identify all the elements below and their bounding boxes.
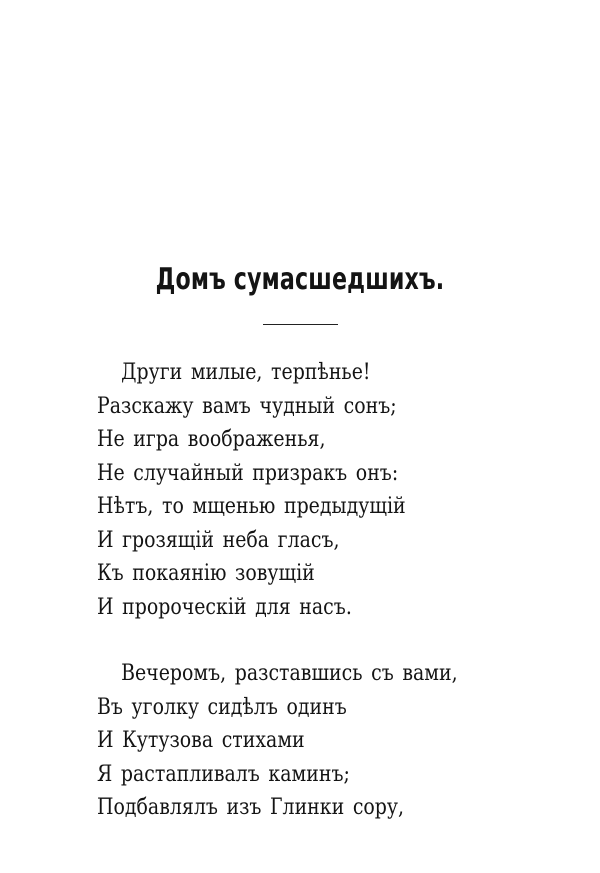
poem-line: Подбавлялъ изъ Глинки сору,	[97, 795, 405, 820]
poem-line: Не игра воображенья,	[97, 427, 326, 452]
poem-line: Къ покаянію зовущій	[97, 561, 315, 586]
title-divider	[263, 324, 338, 325]
poem-line: И пророческій для насъ.	[97, 594, 352, 620]
poem-line: Нѣтъ, то мщенью предыдущій	[97, 494, 406, 519]
poem-line: Я растапливалъ каминъ;	[97, 761, 350, 787]
poem-line: Разскажу вамъ чудный сонъ;	[97, 393, 397, 419]
stanza-2	[97, 657, 516, 825]
poem-line: Други милые, терпѣнье!	[121, 360, 371, 385]
poem-line: Вечеромъ, разставшись съ вами,	[121, 661, 458, 686]
stanza-1	[97, 356, 456, 624]
poem-line: Не случайный призракъ онъ:	[97, 460, 399, 486]
poem-line: Въ уголку сидѣлъ одинъ	[97, 694, 347, 720]
poem-line: И грозящій неба гласъ,	[97, 527, 340, 553]
poem-title: Домъ сумасшедшихъ.	[155, 262, 445, 297]
poem-line: И Кутузова стихами	[97, 728, 305, 753]
